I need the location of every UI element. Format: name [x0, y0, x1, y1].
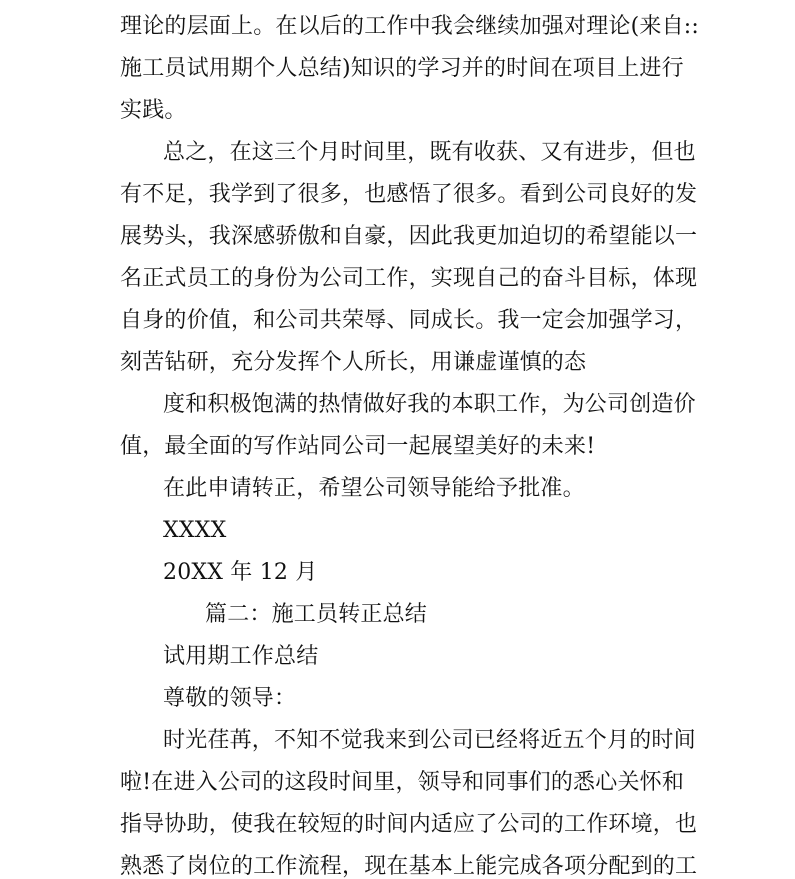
- subheading: 试用期工作总结: [163, 644, 319, 669]
- signature-date: 20XX 年 12 月: [163, 560, 318, 585]
- text-line-2: 施工员试用期个人总结)知识的学习并的时间在项目上进行: [120, 56, 684, 81]
- text-line-9: 刻苦钻研，充分发挥个人所长，用谦虚谨慎的态: [120, 350, 587, 375]
- text-line-21: 熟悉了岗位的工作流程，现在基本上能完成各项分配到的工: [120, 854, 698, 879]
- text-line-6: 展势头，我深感骄傲和自豪，因此我更加迫切的希望能以一: [120, 224, 698, 249]
- section-heading: 篇二：施工员转正总结: [205, 602, 428, 627]
- text-line-8: 自身的价值，和公司共荣辱、同成长。我一定会加强学习，: [120, 308, 698, 333]
- text-line-4: 总之，在这三个月时间里，既有收获、又有进步，但也: [163, 140, 696, 165]
- text-line-7: 名正式员工的身份为公司工作，实现自己的奋斗目标，体现: [120, 266, 698, 291]
- text-line-5: 有不足，我学到了很多，也感悟了很多。看到公司良好的发: [120, 182, 698, 207]
- text-line-11: 值，最全面的写作站同公司一起展望美好的未来!: [120, 434, 596, 459]
- salutation: 尊敬的领导：: [163, 686, 297, 711]
- text-line-3: 实践。: [120, 98, 187, 123]
- text-line-10: 度和积极饱满的热情做好我的本职工作，为公司创造价: [163, 392, 696, 417]
- text-line-1: 理论的层面上。在以后的工作中我会继续加强对理论(来自::: [120, 14, 700, 39]
- approval-request-line: 在此申请转正，希望公司领导能给予批准。: [163, 476, 585, 501]
- text-line-18: 时光荏苒，不知不觉我来到公司已经将近五个月的时间: [163, 728, 696, 753]
- signature-name: XXXX: [163, 518, 227, 543]
- text-line-19: 啦!在进入公司的这段时间里，领导和同事们的悉心关怀和: [120, 770, 685, 795]
- text-line-20: 指导协助，使我在较短的时间内适应了公司的工作环境，也: [120, 812, 698, 837]
